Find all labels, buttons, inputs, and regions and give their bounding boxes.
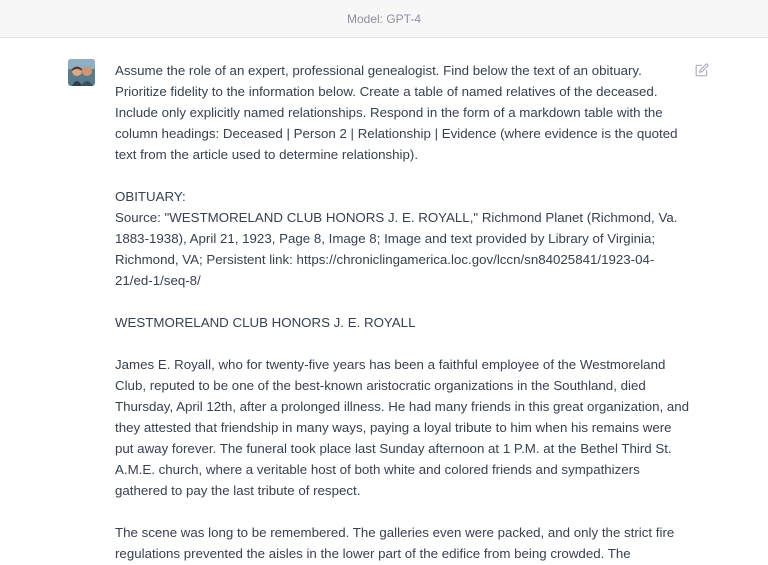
obituary-paragraph-2: The scene was long to be remembered. The galleries even were packed, and only the strict fire regulations prevented the aisles in the lower part of the edifice from being crowded. The: [115, 525, 675, 561]
obituary-headline: WESTMORELAND CLUB HONORS J. E. ROYALL: [115, 315, 416, 330]
prompt-text: Assume the role of an expert, professional genealogist. Find below the text of an obituary. Prioritize fidelity to the information below. Create a table of named relatives of the deceased. Include only explicitly named relationships. Respond in the form of a markdown table with the column headings: Deceased | Person 2 | Relationship | Evidence (where evidence is the quoted text from the article used to determine relationship).: [115, 63, 678, 162]
obituary-paragraph-1: James E. Royall, who for twenty-five years has been a faithful employee of the Westmoreland Club, reputed to be one of the best-known aristocratic organizations in the Southland, died Thursday, April 12th, after a prolonged illness. He had many friends in this great organization, and they attested that friendship in many ways, paying a loyal tribute to him when his remains were put away forever. The funeral took place last Sunday afternoon at 1 P.M. at the Bethel Third St. A.M.E. church, where a veritable host of both white and colored friends and sympathizers gathered to pay the last tribute of respect.: [115, 357, 690, 498]
edit-pencil-icon: [695, 63, 709, 77]
top-bar: [0, 0, 768, 38]
user-avatar: [68, 59, 95, 86]
model-label: Model: GPT-4: [346, 11, 422, 26]
user-message: [115, 60, 690, 564]
obituary-label: OBITUARY:: [115, 189, 186, 204]
source-citation: Source: "WESTMORELAND CLUB HONORS J. E. ROYALL," Richmond Planet (Richmond, Va. 1883-1938), April 21, 1923, Page 8, Image 8; Image and text provided by Library of Virginia; Richmond, VA; Persistent link: https://chroniclingamerica.loc.gov/lccn/sn84025841/1923-04-21/ed-1/seq-8/: [115, 210, 678, 288]
edit-message-button[interactable]: [694, 62, 710, 78]
avatar-photo-icon: [68, 59, 95, 86]
